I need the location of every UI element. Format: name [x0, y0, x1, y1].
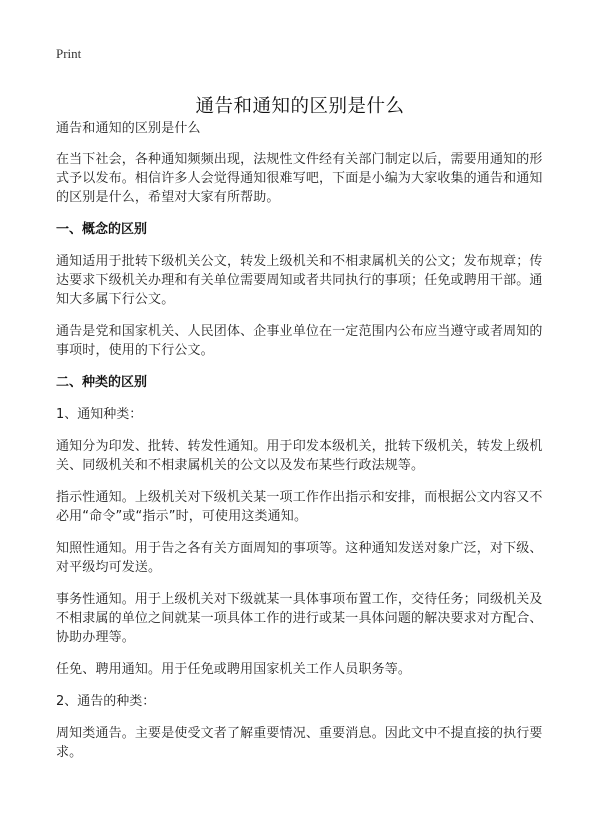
- paragraph-notice-concept: 通知适用于批转下级机关公文，转发上级机关和不相隶属机关的公文；发布规章；传达要求下级机关办理和有关单位需要周知或者共同执行的事项；任免或聘用干部。通知大多属下行公文。: [56, 254, 543, 307]
- print-label: Print: [56, 46, 82, 61]
- subheading-announcement-types: 2、通告的种类：: [56, 694, 156, 709]
- paragraph-notice-type-2: 指示性通知。上级机关对下级机关某一项工作作出指示和安排，而根据公文内容又不必用“命令”或“指示”时，可使用这类通知。: [56, 490, 543, 524]
- section-heading-concept: 一、概念的区别: [56, 222, 148, 237]
- intro-heading: 通告和通知的区别是什么: [56, 121, 201, 136]
- intro-paragraph: 在当下社会，各种通知频频出现，法规性文件经有关部门制定以后，需要用通知的形式予以发布。相信许多人会觉得通知很难写吧，下面是小编为大家收集的通告和通知的区别是什么，希望对大家有所帮助。: [56, 152, 543, 205]
- subheading-notice-types: 1、通知种类：: [56, 407, 143, 422]
- paragraph-announcement-type-1: 周知类通告。主要是使受文者了解重要情况、重要消息。因此文中不提直接的执行要求。: [56, 726, 543, 760]
- section-heading-types: 二、种类的区别: [56, 375, 148, 390]
- document-body: [56, 119, 550, 775]
- paragraph-notice-type-1: 通知分为印发、批转、转发性通知。用于印发本级机关，批转下级机关，转发上级机关、同级机关和不相隶属机关的公文以及发布某些行政法规等。: [56, 439, 543, 473]
- paragraph-notice-type-3: 知照性通知。用于告之各有关方面周知的事项等。这种通知发送对象广泛，对下级、对平级均可发送。: [56, 541, 543, 575]
- page-title: 通告和通知的区别是什么: [195, 96, 405, 118]
- paragraph-notice-type-4: 事务性通知。用于上级机关对下级就某一具体事项布置工作，交待任务；同级机关及不相隶属的单位之间就某一项具体工作的进行或某一具体问题的解决要求对方配合、协助办理等。: [56, 592, 543, 645]
- paragraph-announcement-concept: 通告是党和国家机关、人民团体、企事业单位在一定范围内公布应当遵守或者周知的事项时，使用的下行公文。: [56, 324, 543, 358]
- paragraph-notice-type-5: 任免、聘用通知。用于任免或聘用国家机关工作人员职务等。: [56, 662, 412, 677]
